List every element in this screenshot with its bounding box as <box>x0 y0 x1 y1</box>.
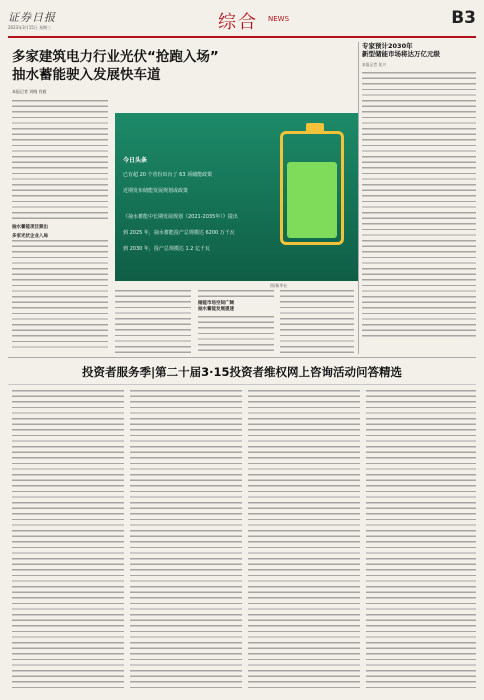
battery-icon <box>280 131 344 245</box>
qa-column-3 <box>248 390 360 690</box>
column-text <box>362 72 476 338</box>
infographic-line-2: 近期发布储能发展规划或政策 <box>123 188 189 194</box>
battery-fill <box>287 162 337 238</box>
section-divider <box>8 357 476 358</box>
side-article-title-line2: 新型储能市场将达万亿元级 <box>362 50 440 58</box>
main-headline-line1: 多家建筑电力行业光伏“抢跑入场” <box>12 49 219 65</box>
subhead-1: 抽水蓄能项目频出 <box>12 225 48 230</box>
masthead <box>8 6 476 38</box>
subhead-2b: 抽水蓄能发展提速 <box>198 306 234 312</box>
subhead-2: 储能市场空间广阔 <box>198 301 234 306</box>
article-column-1 <box>12 100 108 220</box>
infographic-line-4: 到 2025 年，抽水蓄能投产总规模达 6200 万千瓦 <box>123 230 235 236</box>
masthead-logo: 证券日报 <box>8 11 56 24</box>
column-text <box>130 390 242 690</box>
column-text <box>12 100 108 220</box>
bottom-headline[interactable]: 投资者服务季|第二十届3·15投资者维权网上咨询活动问答精选 <box>81 365 403 379</box>
column-text <box>366 390 476 690</box>
column-text <box>115 290 191 354</box>
bottom-divider <box>8 384 476 385</box>
column-divider <box>358 42 359 354</box>
section-title-en: NEWS <box>268 15 290 23</box>
infographic-label: 今日头条 <box>123 157 148 164</box>
infographic-line-1: 已有超 20 个省份出台了 63 项储能政策 <box>123 172 213 178</box>
column-text <box>198 290 274 300</box>
column-text <box>12 240 108 352</box>
infographic-image <box>115 113 358 281</box>
article-column-4 <box>280 290 354 354</box>
article-column-3 <box>198 316 274 354</box>
issue-date: 2023年3月15日 星期三 <box>8 25 52 30</box>
subhead-1b: 多家光伏企业入局 <box>12 233 48 239</box>
side-article-byline: 本报记者 张兴 <box>362 62 386 67</box>
side-article-body <box>362 72 476 338</box>
page-number: B3 <box>451 8 476 28</box>
article-column-2 <box>115 290 191 354</box>
infographic-line-3: 《抽水蓄能中长期发展规划（2021-2035年）》提出 <box>123 214 238 220</box>
column-text <box>248 390 360 690</box>
main-headline[interactable] <box>12 48 352 84</box>
column-text <box>280 290 354 354</box>
subhead-block-2 <box>198 301 274 315</box>
qa-column-1 <box>12 390 124 690</box>
infographic-line-5: 到 2030 年，投产总规模达 1.2 亿千瓦 <box>123 246 211 252</box>
section-title: 综合 <box>218 12 258 33</box>
column-text <box>12 390 124 690</box>
side-article <box>362 42 476 354</box>
side-article-title[interactable] <box>362 42 476 58</box>
qa-column-4 <box>366 390 476 690</box>
article-column-1-lower <box>12 240 108 352</box>
main-headline-line2: 抽水蓄能驶入发展快车道 <box>12 67 161 83</box>
side-article-title-line1: 专家预计2030年 <box>362 42 413 50</box>
subhead-block-1 <box>12 222 108 239</box>
infographic-caption: 图/新华社 <box>270 283 288 288</box>
article-column-3-top <box>198 290 274 300</box>
main-byline: 本报记者 刘晓 肖毅 <box>12 89 47 94</box>
column-text <box>198 316 274 354</box>
battery-cap-icon <box>306 123 324 131</box>
qa-column-2 <box>130 390 242 690</box>
